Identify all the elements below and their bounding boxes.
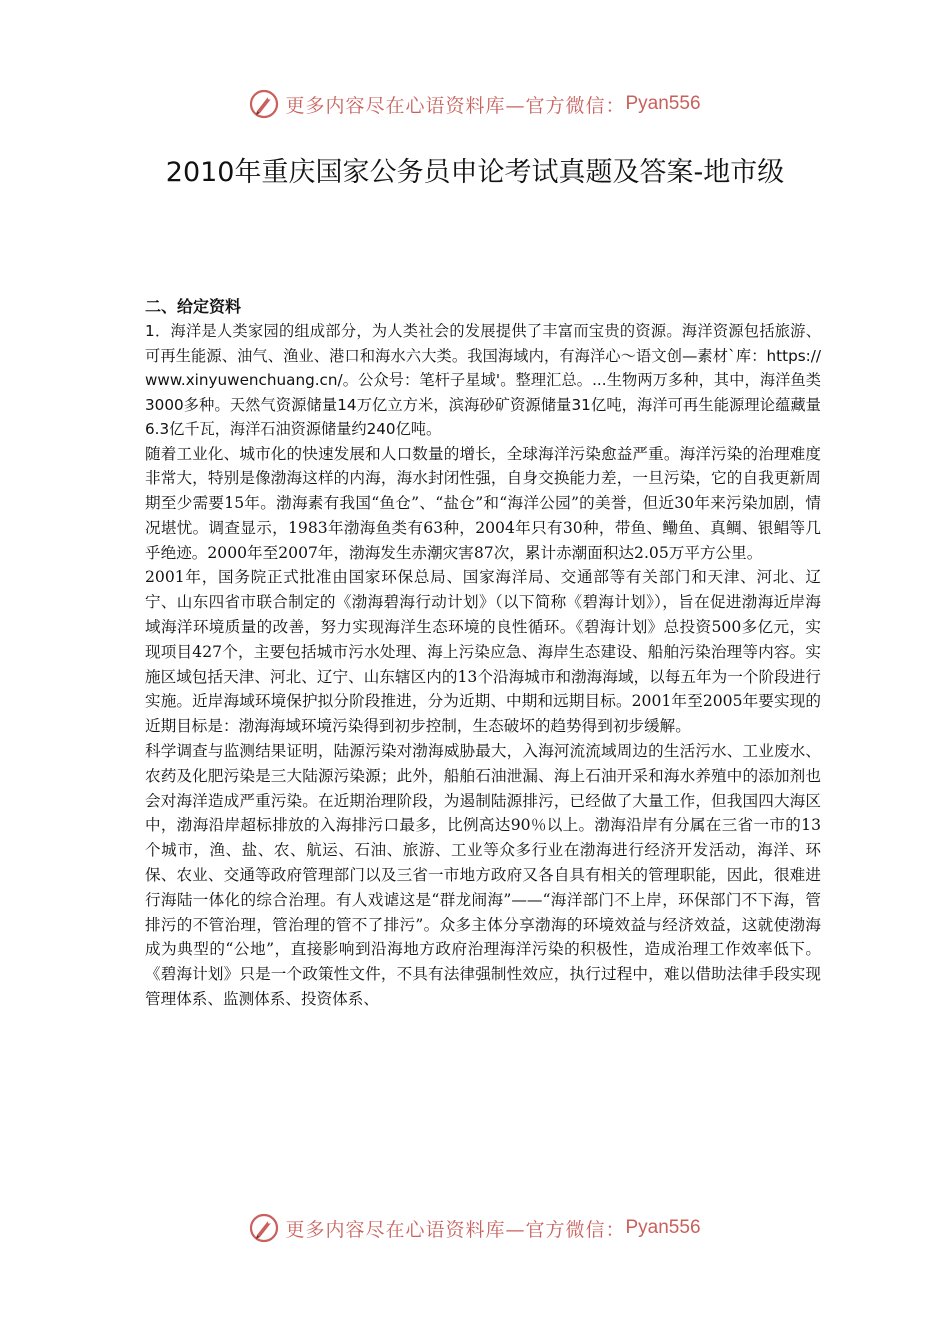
paragraph-4: 科学调查与监测结果证明，陆源污染对渤海威胁最大，入海河流流域周边的生活污水、工业废水、农药及化肥污染是三大陆源污染源；此外，船舶石油泄漏、海上石油开采和海水养殖中的添加剂也会对海洋造成严重污染。在近期治理阶段，为遏制陆源排污，已经做了大量工作，但我国四大海区中，渤海沿岸超标排放的入海排污口最多，比例高达90％以上。渤海沿岸有分属在三省一市的13个城市，渔、盐、农、航运、石油、旅游、工业等众多行业在渤海进行经济开发活动，海洋、环保、农业、交通等政府管理部门以及三省一市地方政府又各自具有相关的管理职能，因此，很难进行海陆一体化的综合治理。有人戏谑这是“群龙闹海”——“海洋部门不上岸，环保部门不下海，管排污的不管治理，管治理的管不了排污”。众多主体分享渤海的环境效益与经济效益，这就使渤海成为典型的“公地”，直接影响到沿海地方政府治理海洋污染的积极性，造成治理工作效率低下。《碧海计划》只是一个政策性文件，不具有法律强制性效应，执行过程中，难以借助法律手段实现管理体系、监测体系、投资体系、 bbox=[145, 742, 821, 1009]
footer-banner[interactable] bbox=[0, 1208, 950, 1248]
banner-wechat-id: Pyan556 bbox=[625, 93, 701, 114]
pen-logo-icon bbox=[249, 89, 279, 119]
banner-wechat-id: Pyan556 bbox=[625, 1217, 701, 1238]
paragraph-2: 随着工业化、城市化的快速发展和人口数量的增长，全球海洋污染愈益严重。海洋污染的治理难度非常大，特别是像渤海这样的内海，海水封闭性强，自身交换能力差，一旦污染，它的自我更新周期至少需要15年。渤海素有我国“鱼仓”、“盐仓”和“海洋公园”的美誉，但近30年来污染加剧，情况堪忧。调查显示，1983年渤海鱼类有63种，2004年只有30种，带鱼、鳓鱼、真鲷、银鲳等几乎绝迹。2000年至2007年，渤海发生赤潮灾害87次，累计赤潮面积达2.05万平方公里。 bbox=[145, 444, 821, 562]
paragraph-1: 1．海洋是人类家园的组成部分，为人类社会的发展提供了丰富而宝贵的资源。海洋资源包括旅游、可再生能源、油气、渔业、港口和海水六大类。我国海域内，有海洋心～语文创—素材`库：https://www.xinyuwenchuang.cn/。公众号：笔杆子星域'。整理汇总。...生物两万多种，其中，海洋鱼类3000多种。天然气资源储量14万亿立方米，滨海砂矿资源储量31亿吨，海洋可再生能源理论蕴藏量6.3亿千瓦，海洋石油资源储量约240亿吨。 bbox=[145, 322, 821, 438]
pen-logo-icon bbox=[249, 1213, 279, 1243]
section-heading: 二、给定资料 bbox=[145, 297, 242, 316]
document-body bbox=[145, 294, 821, 1012]
document-title: 2010年重庆国家公务员申论考试真题及答案-地市级 bbox=[165, 157, 785, 188]
banner-text: 更多内容尽在心语资料库—官方微信： bbox=[285, 1218, 626, 1241]
paragraph-3: 2001年，国务院正式批准由国家环保总局、国家海洋局、交通部等有关部门和天津、河北、辽宁、山东四省市联合制定的《渤海碧海行动计划》（以下简称《碧海计划》），旨在促进渤海近岸海域海洋环境质量的改善，努力实现海洋生态环境的良性循环。《碧海计划》总投资500多亿元，实现项目427个，主要包括城市污水处理、海上污染应急、海岸生态建设、船舶污染治理等内容。实施区域包括天津、河北、辽宁、山东辖区内的13个沿海城市和渤海海域，以每五年为一个阶段进行实施。近岸海域环境保护拟分阶段推进，分为近期、中期和远期目标。2001年至2005年要实现的近期目标是：渤海海域环境污染得到初步控制，生态破坏的趋势得到初步缓解。 bbox=[145, 568, 821, 736]
header-banner[interactable] bbox=[0, 84, 950, 124]
banner-text: 更多内容尽在心语资料库—官方微信： bbox=[285, 94, 626, 117]
